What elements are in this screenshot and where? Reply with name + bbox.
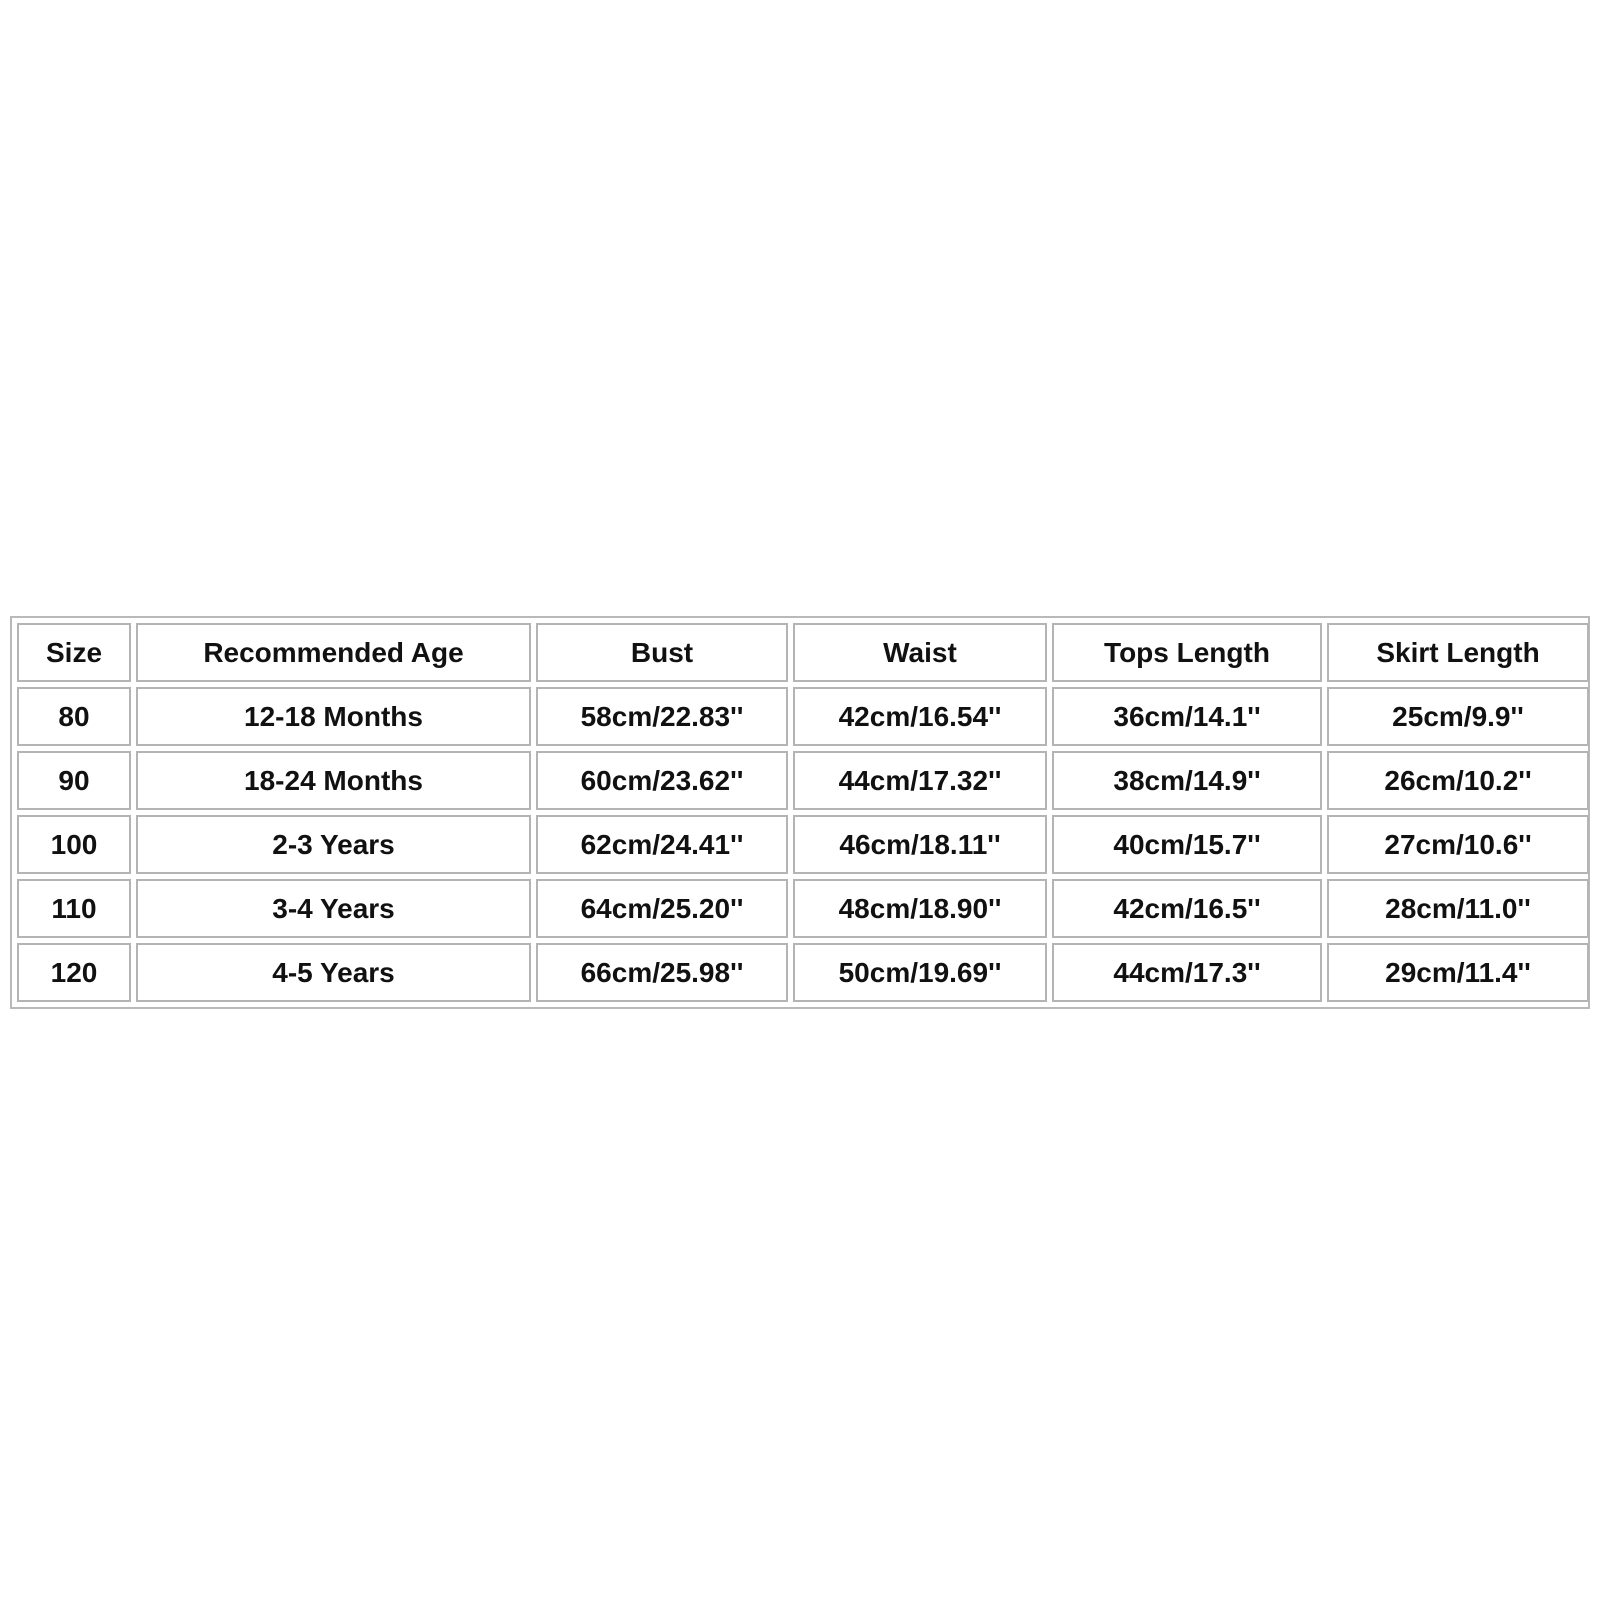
cell-bust: 62cm/24.41'' [536,815,788,874]
size-chart-table [12,618,1594,1007]
cell-size: 100 [17,815,131,874]
header-recommended-age: Recommended Age [136,623,531,682]
cell-size: 80 [17,687,131,746]
cell-waist: 46cm/18.11'' [793,815,1047,874]
cell-waist: 42cm/16.54'' [793,687,1047,746]
table-row [17,687,1589,746]
size-chart [10,616,1590,1009]
cell-bust: 60cm/23.62'' [536,751,788,810]
cell-size: 120 [17,943,131,1002]
table-row [17,943,1589,1002]
cell-recommended-age: 4-5 Years [136,943,531,1002]
header-size: Size [17,623,131,682]
cell-waist: 50cm/19.69'' [793,943,1047,1002]
cell-waist: 48cm/18.90'' [793,879,1047,938]
header-bust: Bust [536,623,788,682]
cell-tops-length: 42cm/16.5'' [1052,879,1322,938]
cell-skirt-length: 29cm/11.4'' [1327,943,1589,1002]
header-skirt-length: Skirt Length [1327,623,1589,682]
table-row [17,815,1589,874]
cell-skirt-length: 26cm/10.2'' [1327,751,1589,810]
table-row [17,879,1589,938]
header-row [17,623,1589,682]
cell-tops-length: 44cm/17.3'' [1052,943,1322,1002]
header-waist: Waist [793,623,1047,682]
cell-recommended-age: 2-3 Years [136,815,531,874]
cell-bust: 64cm/25.20'' [536,879,788,938]
cell-tops-length: 38cm/14.9'' [1052,751,1322,810]
cell-skirt-length: 25cm/9.9'' [1327,687,1589,746]
cell-recommended-age: 3-4 Years [136,879,531,938]
cell-size: 90 [17,751,131,810]
cell-skirt-length: 28cm/11.0'' [1327,879,1589,938]
cell-recommended-age: 12-18 Months [136,687,531,746]
table-row [17,751,1589,810]
cell-skirt-length: 27cm/10.6'' [1327,815,1589,874]
header-tops-length: Tops Length [1052,623,1322,682]
cell-bust: 58cm/22.83'' [536,687,788,746]
cell-bust: 66cm/25.98'' [536,943,788,1002]
cell-waist: 44cm/17.32'' [793,751,1047,810]
cell-recommended-age: 18-24 Months [136,751,531,810]
cell-tops-length: 36cm/14.1'' [1052,687,1322,746]
cell-size: 110 [17,879,131,938]
cell-tops-length: 40cm/15.7'' [1052,815,1322,874]
